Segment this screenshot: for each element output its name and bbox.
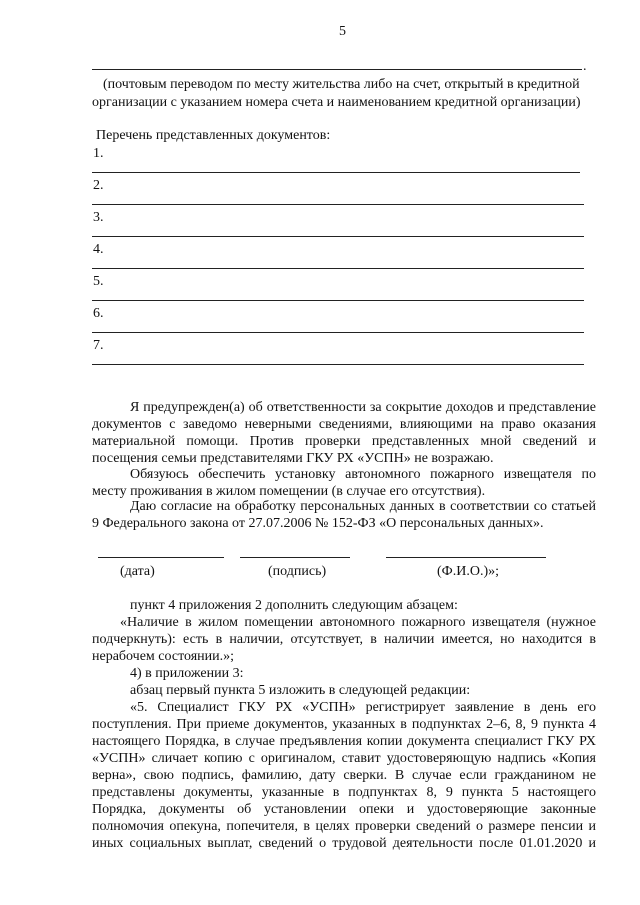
warning-line-3: материальной помощи. Против проверки представленных мной сведений и [92, 434, 596, 449]
body-paragraph-1: пункт 4 приложения 2 дополнить следующим абзацем: [130, 598, 458, 613]
body-p5-line-4: «УСПН» сличает копию с оригиналом, ставит удостоверяющую надпись «Копия [92, 751, 596, 766]
obligation-paragraph [92, 466, 596, 500]
documents-item-1: 1. [93, 146, 104, 161]
body-paragraph-2 [92, 614, 596, 665]
documents-line-6 [92, 332, 584, 333]
body-paragraph-3: 4) в приложении 3: [130, 666, 244, 681]
documents-item-6: 6. [93, 306, 104, 321]
body-p5-line-2: поступления. При приеме документов, указанных в подпунктах 2–6, 8, 9 пункта 4 [92, 717, 596, 732]
body-p5-line-5: верна», свою подпись, фамилию, дату сверки. В случае если гражданином не [92, 768, 596, 783]
documents-item-2: 2. [93, 178, 104, 193]
page-number: 5 [339, 24, 346, 39]
warning-line-1: Я предупрежден(а) об ответственности за сокрытие доходов и представление [130, 400, 596, 415]
payment-note-line-1: (почтовым переводом по месту жительства либо на счет, открытый в кредитной [103, 77, 580, 92]
payment-fill-end-mark: . [583, 59, 587, 74]
documents-line-1 [92, 172, 580, 173]
consent-paragraph [92, 498, 596, 532]
body-p5-line-8: полномочия опекуна, попечителя, в целях проверки сведений о размере пенсии и [92, 819, 596, 834]
body-p5-line-9: иных социальных выплат, сведений о трудовой деятельности после 01.01.2020 и [92, 836, 596, 851]
date-fill-line [98, 557, 224, 558]
documents-heading: Перечень представленных документов: [96, 128, 331, 143]
body-p5-line-6: представлены документы, указанные в подпунктах 8, 9 пункта 5 настоящего [92, 785, 596, 800]
signature-fill-line [240, 557, 350, 558]
body-p2-line-1: «Наличие в жилом помещении автономного пожарного извещателя (нужное [120, 615, 596, 630]
warning-line-4: посещения семьи представителями ГКУ РХ «УСПН» не возражаю. [92, 451, 494, 466]
consent-line-2: 9 Федерального закона от 27.07.2006 № 152-ФЗ «О персональных данных». [92, 516, 544, 531]
body-p5-line-7: Порядка, документы об установлении опеки и удостоверяющие законные [92, 802, 596, 817]
documents-line-4 [92, 268, 584, 269]
warning-line-2: документов с заведомо неверными сведениями, влияющими на право оказания [92, 417, 596, 432]
documents-item-5: 5. [93, 274, 104, 289]
payment-fill-line [92, 69, 582, 70]
date-label: (дата) [120, 564, 155, 579]
body-p2-line-3: нерабочем состоянии.»; [92, 649, 235, 664]
documents-item-3: 3. [93, 210, 104, 225]
body-p2-line-2: подчеркнуть): есть в наличии, отсутствует, в наличии имеется, но находится в [92, 632, 596, 647]
name-label: (Ф.И.О.)»; [437, 564, 499, 579]
body-p5-line-1: «5. Специалист ГКУ РХ «УСПН» регистрирует заявление в день его [130, 700, 596, 715]
signature-label: (подпись) [268, 564, 327, 579]
documents-line-5 [92, 300, 584, 301]
consent-line-1: Даю согласие на обработку персональных данных в соответствии со статьей [130, 499, 596, 514]
obligation-line-1: Обязуюсь обеспечить установку автономного пожарного извещателя по [130, 467, 596, 482]
documents-line-2 [92, 204, 584, 205]
name-fill-line [386, 557, 546, 558]
payment-note-line-2: организации с указанием номера счета и наименованием кредитной организации) [92, 95, 581, 110]
documents-item-7: 7. [93, 338, 104, 353]
body-p5-line-3: настоящего Порядка, в случае предъявления копии документа специалист ГКУ РХ [92, 734, 596, 749]
documents-item-4: 4. [93, 242, 104, 257]
body-paragraph-4: абзац первый пункта 5 изложить в следующей редакции: [130, 683, 471, 698]
body-paragraph-5 [92, 699, 596, 852]
documents-line-7 [92, 364, 584, 365]
warning-paragraph [92, 399, 596, 467]
obligation-line-2: месту проживания в жилом помещении (в случае его отсутствия). [92, 484, 486, 499]
documents-line-3 [92, 236, 584, 237]
